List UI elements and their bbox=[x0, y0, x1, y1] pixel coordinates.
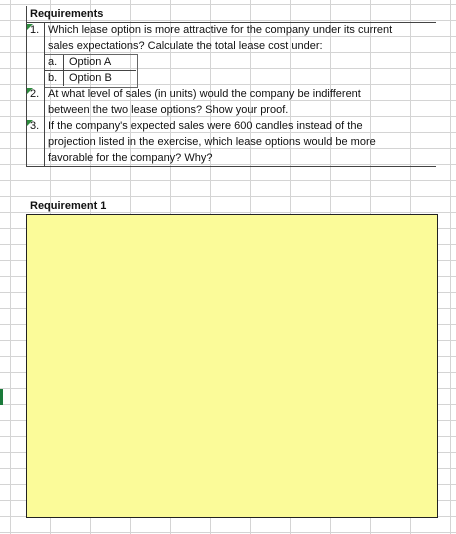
row-selection-marker bbox=[0, 389, 3, 405]
options-col-divider bbox=[63, 55, 64, 86]
item-2-line-1: At what level of sales (in units) would the company be indifferent bbox=[48, 88, 361, 100]
item-1-number: 1. bbox=[30, 24, 40, 36]
option-a-letter: a. bbox=[48, 56, 58, 68]
requirements-left-border bbox=[26, 6, 27, 166]
option-b-label: Option B bbox=[69, 72, 112, 84]
requirements-heading: Requirements bbox=[30, 8, 104, 20]
item-3-line-3: favorable for the company? Why? bbox=[48, 152, 213, 164]
requirements-bottom-border bbox=[26, 166, 436, 167]
item-3-line-1: If the company's expected sales were 600 candles instead of the bbox=[48, 120, 363, 132]
item-1-line-1: Which lease option is more attractive for the company under its current bbox=[48, 24, 393, 36]
requirement-1-answer-text[interactable] bbox=[27, 215, 437, 223]
requirement-1-answer-area[interactable] bbox=[26, 214, 438, 518]
item-3-line-2: projection listed in the exercise, which lease options would be more bbox=[48, 136, 376, 148]
item-3-number: 3. bbox=[30, 120, 40, 132]
option-b-letter: b. bbox=[48, 72, 58, 84]
requirement-1-heading: Requirement 1 bbox=[30, 200, 107, 212]
item-2-number: 2. bbox=[30, 88, 40, 100]
item-1-line-2: sales expectations? Calculate the total lease cost under: bbox=[48, 40, 323, 52]
option-a-label: Option A bbox=[69, 56, 112, 68]
item-2-line-2: between the two lease options? Show your proof. bbox=[48, 104, 289, 116]
requirements-number-border bbox=[44, 22, 45, 166]
